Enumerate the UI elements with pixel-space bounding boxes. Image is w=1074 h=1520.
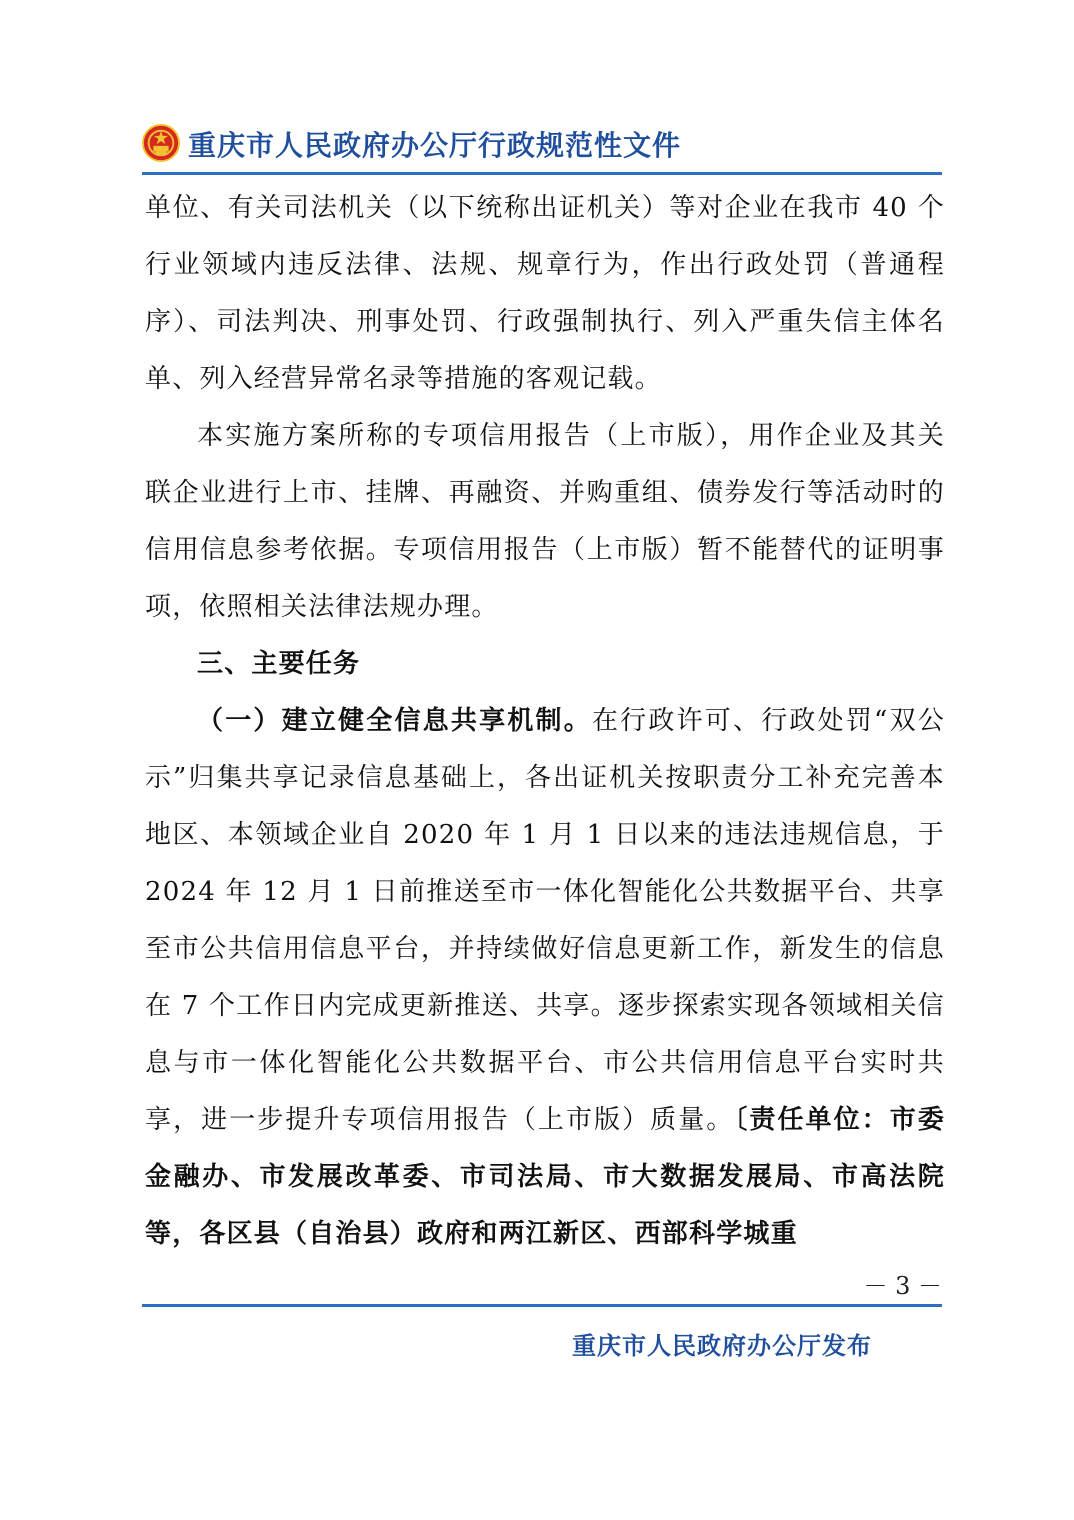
paragraph-continued: 单位、有关司法机关（以下统称出证机关）等对企业在我市 40 个行业领域内违反法律、法规、规章行为，作出行政处罚（普通程序）、司法判决、刑事处罚、行政强制执行、列入严重失信主体名单、列入经营异常名录等措施的客观记载。 [145, 193, 945, 394]
header-title: 重庆市人民政府办公厅行政规范性文件 [188, 129, 682, 162]
paragraph-definition: 本实施方案所称的专项信用报告（上市版），用作企业及其关联企业进行上市、挂牌、再融资、并购重组、债券发行等活动时的信用信息参考依据。专项信用报告（上市版）暂不能替代的证明事项，依照相关法律法规办理。 [145, 421, 945, 622]
header-divider [142, 172, 942, 175]
section-heading: 三、主要任务 [197, 649, 361, 679]
task-one-text: 在行政许可、行政处罚“双公示”归集共享记录信息基础上，各出证机关按职责分工补充完善本地区、本领域企业自 2020 年 1 月 1 日以来的违法违规信息，于 2024 年 12 月 1 日前推送至市一体化智能化公共数据平台、共享至市公共信用信息平台，并持续做好信息更新工作，新发生的信息在 7 个工作日内完成更新推送、共享。逐步探索实现各领域相关信息与市一体化智能化公共数据平台、市公共信用信息平台实时共享，进一步提升专项信用报告（上市版）质量。 [145, 706, 945, 1135]
footer-publisher: 重庆市人民政府办公厅发布 [572, 1331, 872, 1360]
national-emblem-icon [142, 124, 180, 162]
page-number: － 3 － [863, 1272, 942, 1300]
task-one-lead: （一）建立健全信息共享机制。 [197, 706, 592, 736]
paragraph-task-one [145, 693, 945, 1263]
footer-divider [142, 1304, 942, 1307]
document-body [145, 180, 945, 1263]
task-one-responsibility: 〔责任单位：市委金融办、市发展改革委、市司法局、市大数据发展局、市高法院等，各区县（自治县）政府和两江新区、西部科学城重 [145, 1105, 945, 1249]
document-header [142, 118, 942, 166]
